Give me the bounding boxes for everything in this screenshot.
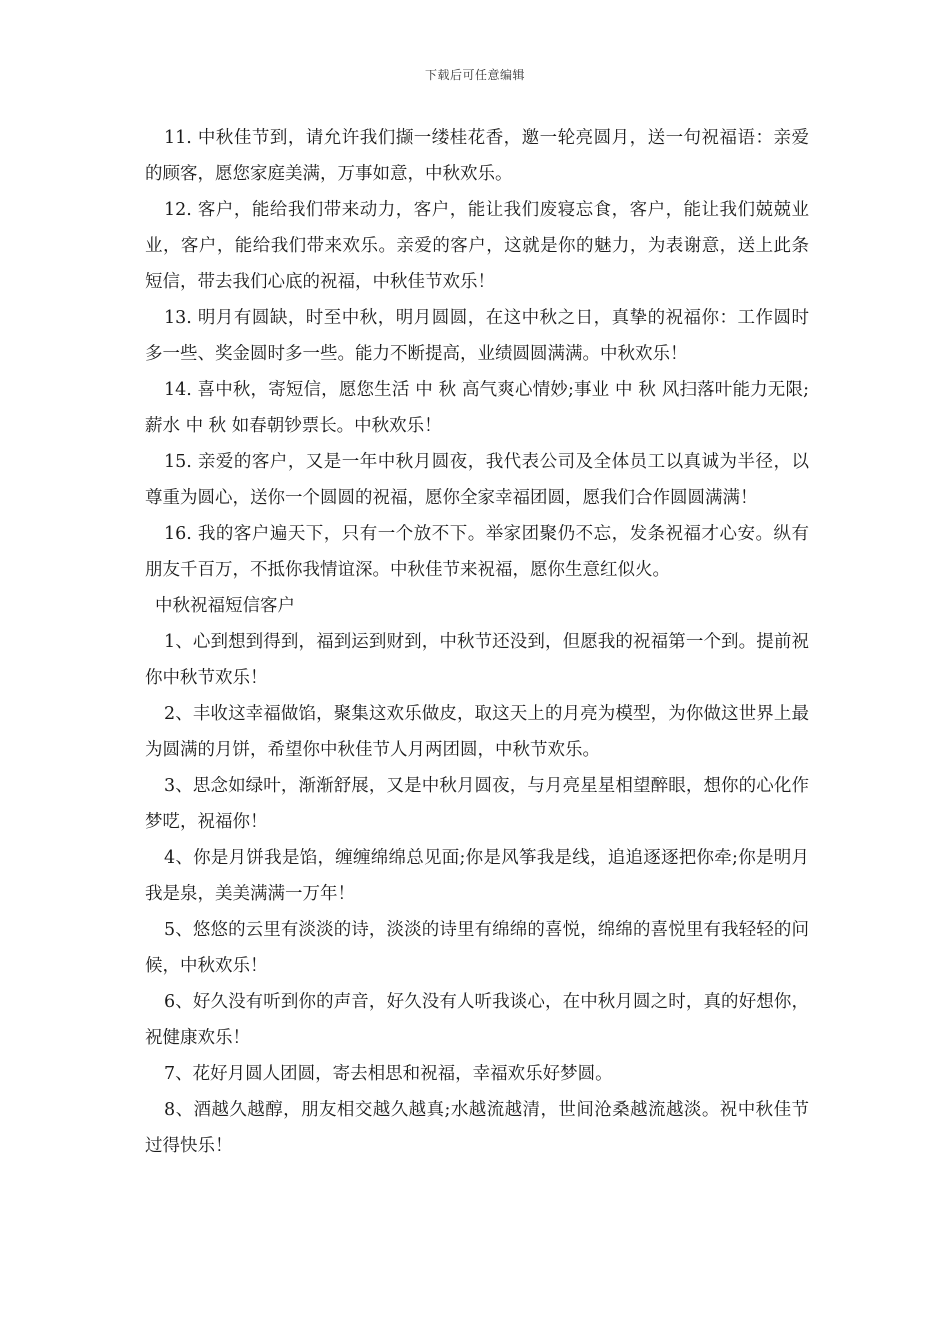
paragraph-4: 4、你是月饼我是馅，缠缠绵绵总见面;你是风筝我是线，追追逐逐把你牵;你是明月我是泉，美美满满一万年！ [145, 848, 809, 904]
paragraph-8: 8、酒越久越醇，朋友相交越久越真;水越流越清，世间沧桑越流越淡。祝中秋佳节过得快乐！ [145, 1100, 809, 1156]
paragraph-5: 5、悠悠的云里有淡淡的诗，淡淡的诗里有绵绵的喜悦，绵绵的喜悦里有我轻轻的问候，中秋欢乐！ [145, 920, 809, 976]
paragraph-13: 13. 明月有圆缺，时至中秋，明月圆圆，在这中秋之日，真挚的祝福你：工作圆时多一些、奖金圆时多一些。能力不断提高，业绩圆圆满满。中秋欢乐！ [145, 308, 809, 364]
paragraph-7: 7、花好月圆人团圆，寄去相思和祝福，幸福欢乐好梦圆。 [164, 1064, 613, 1084]
paragraph-3: 3、思念如绿叶，渐渐舒展，又是中秋月圆夜，与月亮星星相望醉眼，想你的心化作梦呓，祝福你！ [145, 776, 809, 832]
paragraph-14: 14. 喜中秋，寄短信，愿您生活 中 秋 高气爽心情妙;事业 中 秋 风扫落叶能力无限;薪水 中 秋 如春朝钞票长。中秋欢乐！ [145, 380, 809, 436]
paragraph-11: 11. 中秋佳节到，请允许我们撷一缕桂花香，邀一轮亮圆月，送一句祝福语：亲爱的顾客，愿您家庭美满，万事如意，中秋欢乐。 [145, 128, 809, 184]
paragraph-1: 1、心到想到得到，福到运到财到，中秋节还没到，但愿我的祝福第一个到。提前祝你中秋节欢乐！ [145, 632, 809, 688]
paragraph-2: 2、丰收这幸福做馅，聚集这欢乐做皮，取这天上的月亮为模型，为你做这世界上最为圆满的月饼，希望你中秋佳节人月两团圆，中秋节欢乐。 [145, 704, 809, 760]
paragraph-15: 15. 亲爱的客户，又是一年中秋月圆夜，我代表公司及全体员工以真诚为半径，以尊重为圆心，送你一个圆圆的祝福，愿你全家幸福团圆，愿我们合作圆圆满满！ [145, 452, 809, 508]
paragraph-16: 16. 我的客户遍天下，只有一个放不下。举家团聚仍不忘，发条祝福才心安。纵有朋友千百万，不抵你我情谊深。中秋佳节来祝福，愿你生意红似火。 [145, 524, 809, 580]
paragraph-6: 6、好久没有听到你的声音，好久没有人听我谈心，在中秋月圆之时，真的好想你，祝健康欢乐！ [145, 992, 809, 1048]
section-title: 中秋祝福短信客户 [155, 596, 295, 616]
paragraph-12: 12. 客户，能给我们带来动力，客户，能让我们废寝忘食，客户，能让我们兢兢业业，客户，能给我们带来欢乐。亲爱的客户，这就是你的魅力，为表谢意，送上此条短信，带去我们心底的祝福，中秋佳节欢乐！ [145, 200, 809, 292]
document-body [145, 120, 809, 1164]
page-header: 下载后可任意编辑 [424, 68, 525, 82]
